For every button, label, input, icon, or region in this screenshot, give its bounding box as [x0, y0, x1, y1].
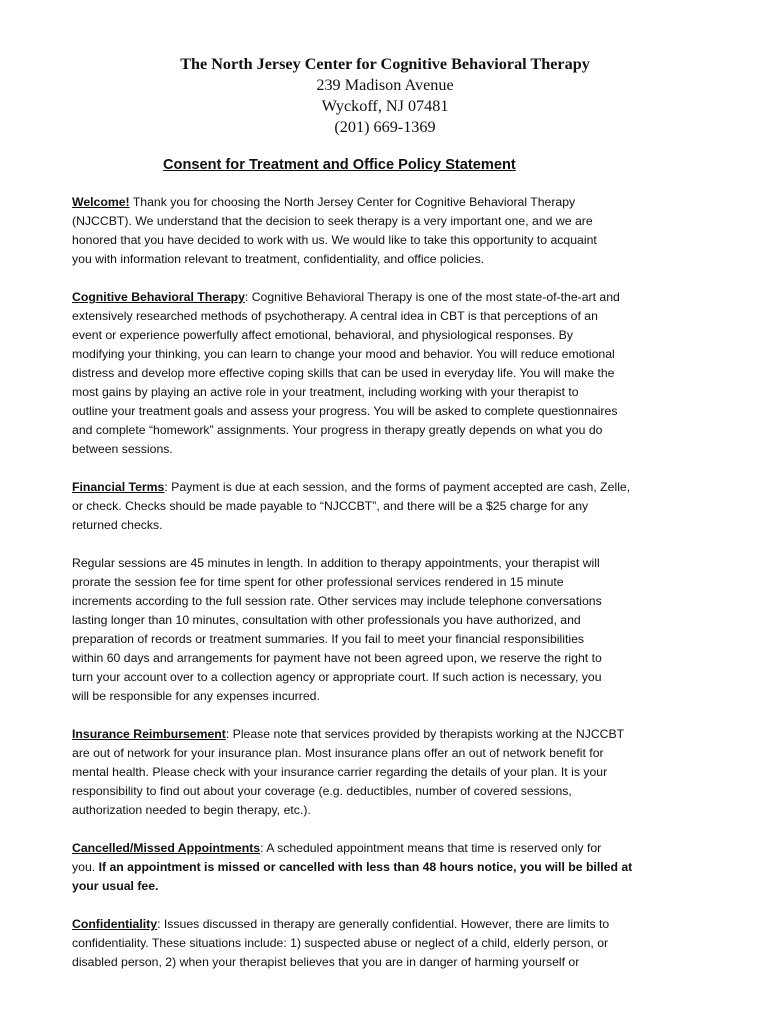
insurance-heading: Insurance Reimbursement: [72, 727, 226, 741]
missed-appointment-warning: If an appointment is missed or cancelled with less than 48 hours notice, you will be billed at: [98, 860, 633, 874]
street-address: 239 Madison Avenue: [316, 76, 454, 94]
financial-section: Financial Terms: Payment is due at each session, and the forms of payment accepted are cash, Zelle, or check. Checks should be made payable to “NJCCBT”, and there will be a $25 charge for any returned checks.: [72, 480, 631, 532]
confidentiality-heading: Confidentiality: [72, 917, 158, 931]
org-name: The North Jersey Center for Cognitive Behavioral Therapy: [180, 55, 590, 73]
sessions-section: Regular sessions are 45 minutes in length. In addition to therapy appointments, your therapist will prorate the session fee for time spent for other professional services rendered in 15 minute increments according to the full session rate. Other services may include telephone conversations lasting longer than 10 minutes, consultation with other professionals you have authorized, and preparation of records or treatment summaries. If you fail to meet your financial responsibilities within 60 days and arrangements for payment have not been agreed upon, we reserve the right to turn your account over to a collection agency or appropriate court. If such action is necessary, you will be responsible for any expenses incurred.: [72, 556, 602, 703]
insurance-section: Insurance Reimbursement: Please note that services provided by therapists working at the NJCCBT are out of network for your insurance plan. Most insurance plans offer an out of network benefit for mental health. Please check with your insurance carrier regarding the details of your plan. It is your responsibility to find out about your coverage (e.g. deductibles, number of covered sessions, authorization needed to begin therapy, etc.).: [72, 727, 625, 817]
welcome-section: Welcome! Thank you for choosing the North Jersey Center for Cognitive Behavioral Therapy (NJCCBT). We understand that the decision to seek therapy is a very important one, and we are honored that you have decided to work with us. We would like to take this opportunity to acquaint you with information relevant to treatment, confidentiality, and office policies.: [72, 195, 597, 266]
document-title: Consent for Treatment and Office Policy Statement: [163, 157, 516, 173]
cancelled-section: Cancelled/Missed Appointments: A scheduled appointment means that time is reserved only for you. If an appointment is missed or cancelled with less than 48 hours notice, you will be billed at your usual fee.: [72, 841, 633, 893]
phone-number: (201) 669-1369: [334, 118, 436, 136]
cancelled-heading: Cancelled/Missed Appointments: [72, 841, 261, 855]
cbt-section: Cognitive Behavioral Therapy: Cognitive Behavioral Therapy is one of the most state-of-the-art and extensively researched methods of psychotherapy. A central idea in CBT is that perceptions of an event or experience powerfully affect emotional, behavioral, and physiological responses. By modifying your thinking, you can learn to change your mood and behavior. You will reduce emotional distress and develop more effective coping skills that can be used in everyday life. You will make the most gains by playing an active role in your treatment, including working with your therapist to outline your treatment goals and assess your progress. You will be asked to complete questionnaires and complete “homework” assignments. Your progress in therapy greatly depends on what you do between sessions.: [72, 290, 620, 456]
financial-heading: Financial Terms: [72, 480, 165, 494]
document-body: [72, 193, 712, 991]
cbt-heading: Cognitive Behavioral Therapy: [72, 290, 245, 304]
letterhead: [0, 54, 770, 138]
confidentiality-section: Confidentiality: Issues discussed in therapy are generally confidential. However, there are limits to confidentiality. These situations include: 1) suspected abuse or neglect of a child, elderly person, or disabled person, 2) when your therapist believes that you are in danger of harming yourself or: [72, 917, 610, 969]
city-state-zip: Wyckoff, NJ 07481: [321, 97, 449, 115]
welcome-heading: Welcome!: [72, 195, 130, 209]
